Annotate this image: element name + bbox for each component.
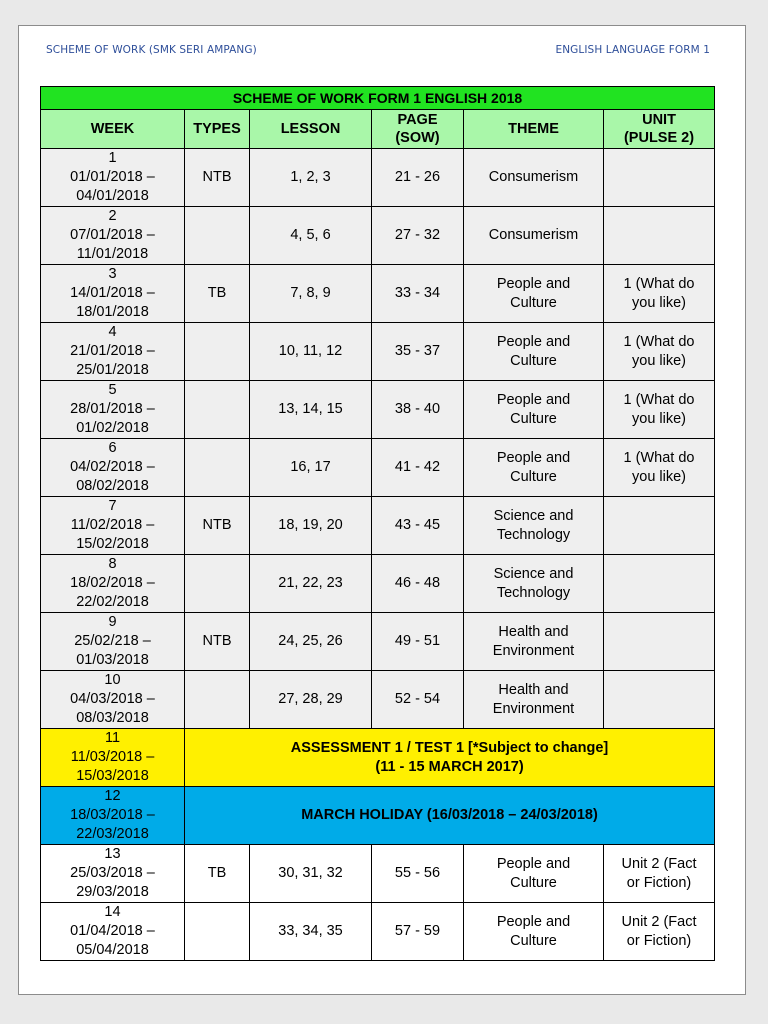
week-cell: [41, 207, 185, 265]
types-cell: TB: [185, 845, 250, 903]
lesson-cell: 27, 28, 29: [250, 671, 372, 729]
scheme-of-work-table: [40, 86, 715, 961]
theme-line2: Culture: [510, 874, 557, 891]
column-header-lesson: LESSON: [250, 110, 372, 149]
theme-cell: [464, 207, 604, 265]
lesson-cell: 24, 25, 26: [250, 613, 372, 671]
table-row: [41, 323, 715, 381]
week-cell: [41, 903, 185, 961]
week-number: 5: [108, 382, 117, 398]
theme-line2: Technology: [496, 526, 571, 543]
column-header-theme: THEME: [464, 110, 604, 149]
theme-line1: People and: [496, 913, 571, 930]
unit-line2: or Fiction): [626, 874, 692, 891]
week-number: 8: [108, 556, 117, 572]
page-cell: 57 - 59: [372, 903, 464, 961]
week-number: 1: [108, 150, 117, 166]
unit-cell: [604, 555, 715, 613]
week-date-from: 25/02/218 –: [74, 633, 151, 649]
lesson-cell: 30, 31, 32: [250, 845, 372, 903]
week-date-to: 05/04/2018: [76, 942, 149, 958]
page-cell: 43 - 45: [372, 497, 464, 555]
lesson-cell: 33, 34, 35: [250, 903, 372, 961]
table-row: [41, 671, 715, 729]
column-header-types: TYPES: [185, 110, 250, 149]
theme-cell: [464, 323, 604, 381]
types-cell: [185, 903, 250, 961]
assessment-text-line1: ASSESSMENT 1 / TEST 1 [*Subject to change]: [290, 739, 609, 756]
page-cell: 21 - 26: [372, 149, 464, 207]
page-cell: 35 - 37: [372, 323, 464, 381]
page-cell: 38 - 40: [372, 381, 464, 439]
week-cell: [41, 149, 185, 207]
theme-cell: [464, 439, 604, 497]
theme-cell: [464, 497, 604, 555]
week-number: 14: [104, 904, 121, 920]
unit-cell: [604, 439, 715, 497]
week-number: 10: [104, 672, 121, 688]
week-cell: [41, 787, 185, 845]
week-number: 7: [108, 498, 117, 514]
holiday-row: [41, 787, 715, 845]
lesson-cell: 18, 19, 20: [250, 497, 372, 555]
header-left: SCHEME OF WORK (SMK SERI AMPANG): [46, 44, 257, 56]
lesson-cell: 13, 14, 15: [250, 381, 372, 439]
week-date-to: 18/01/2018: [76, 304, 149, 320]
theme-line1: People and: [496, 333, 571, 350]
week-date-to: 22/02/2018: [76, 594, 149, 610]
assessment-cell: [185, 729, 715, 787]
table-row: [41, 613, 715, 671]
lesson-cell: 21, 22, 23: [250, 555, 372, 613]
week-date-from: 01/01/2018 –: [70, 169, 155, 185]
unit-line2: you like): [632, 468, 687, 485]
unit-line1: 1 (What do: [623, 275, 695, 292]
table-title-row: [41, 87, 715, 110]
week-date-to: 22/03/2018: [76, 826, 149, 842]
theme-cell: [464, 555, 604, 613]
week-number: 11: [104, 730, 121, 746]
types-cell: [185, 207, 250, 265]
unit-line1: 1 (What do: [623, 449, 695, 466]
week-date-from: 18/03/2018 –: [70, 807, 155, 823]
unit-line2: you like): [632, 352, 687, 369]
page-cell: 49 - 51: [372, 613, 464, 671]
theme-line1: Consumerism: [488, 169, 579, 185]
week-date-from: 11/02/2018 –: [70, 517, 155, 533]
week-cell: [41, 671, 185, 729]
week-number: 13: [104, 846, 121, 862]
types-cell: [185, 439, 250, 497]
week-number: 3: [108, 266, 117, 282]
theme-line2: Culture: [510, 410, 557, 427]
theme-line1: Consumerism: [488, 227, 579, 243]
types-cell: [185, 381, 250, 439]
page-cell: 52 - 54: [372, 671, 464, 729]
theme-line2: Culture: [510, 352, 557, 369]
theme-line2: Culture: [510, 294, 557, 311]
table-title: SCHEME OF WORK FORM 1 ENGLISH 2018: [41, 87, 715, 110]
week-date-from: 11/03/2018 –: [70, 749, 155, 765]
theme-line1: Science and: [493, 507, 574, 524]
theme-line2: Technology: [496, 584, 571, 601]
week-cell: [41, 613, 185, 671]
assessment-text-line2: (11 - 15 MARCH 2017): [375, 758, 524, 775]
week-date-from: 04/02/2018 –: [70, 459, 155, 475]
header-right: ENGLISH LANGUAGE FORM 1: [555, 44, 710, 56]
unit-line2: you like): [632, 410, 687, 427]
theme-line1: People and: [496, 391, 571, 408]
unit-line1: Unit 2 (Fact: [621, 913, 697, 930]
types-cell: [185, 555, 250, 613]
week-number: 2: [108, 208, 117, 224]
assessment-row: [41, 729, 715, 787]
page-cell: 46 - 48: [372, 555, 464, 613]
week-date-to: 15/03/2018: [76, 768, 149, 784]
week-cell: [41, 729, 185, 787]
unit-cell: [604, 613, 715, 671]
unit-cell: [604, 671, 715, 729]
week-cell: [41, 381, 185, 439]
lesson-cell: 7, 8, 9: [250, 265, 372, 323]
week-cell: [41, 497, 185, 555]
unit-cell: [604, 381, 715, 439]
week-date-to: 15/02/2018: [76, 536, 149, 552]
types-cell: [185, 323, 250, 381]
theme-line2: Culture: [510, 932, 557, 949]
column-header-unit-line2: (PULSE 2): [623, 130, 695, 146]
theme-cell: [464, 149, 604, 207]
column-header-unit: [604, 110, 715, 149]
week-date-to: 25/01/2018: [76, 362, 149, 378]
theme-cell: [464, 613, 604, 671]
lesson-cell: 1, 2, 3: [250, 149, 372, 207]
table-row: [41, 439, 715, 497]
types-cell: NTB: [185, 613, 250, 671]
document-page: [18, 25, 746, 995]
theme-line2: Environment: [492, 700, 575, 717]
theme-line1: People and: [496, 449, 571, 466]
table-row: [41, 903, 715, 961]
unit-line1: 1 (What do: [623, 391, 695, 408]
page-cell: 55 - 56: [372, 845, 464, 903]
week-date-from: 07/01/2018 –: [70, 227, 155, 243]
table-row: [41, 207, 715, 265]
table-row: [41, 149, 715, 207]
table-row: [41, 381, 715, 439]
week-number: 6: [108, 440, 117, 456]
types-cell: TB: [185, 265, 250, 323]
table-row: [41, 555, 715, 613]
lesson-cell: 10, 11, 12: [250, 323, 372, 381]
table-row: [41, 497, 715, 555]
unit-cell: [604, 903, 715, 961]
week-date-to: 08/02/2018: [76, 478, 149, 494]
column-header-page: [372, 110, 464, 149]
theme-cell: [464, 671, 604, 729]
table-header-row: [41, 110, 715, 149]
holiday-cell: MARCH HOLIDAY (16/03/2018 – 24/03/2018): [185, 787, 715, 845]
page-cell: 41 - 42: [372, 439, 464, 497]
page-cell: 33 - 34: [372, 265, 464, 323]
week-cell: [41, 323, 185, 381]
column-header-page-line2: (SOW): [395, 130, 440, 146]
lesson-cell: 4, 5, 6: [250, 207, 372, 265]
types-cell: NTB: [185, 149, 250, 207]
theme-line1: Health and: [498, 623, 569, 640]
page-cell: 27 - 32: [372, 207, 464, 265]
unit-line1: Unit 2 (Fact: [621, 855, 697, 872]
theme-line1: People and: [496, 275, 571, 292]
column-header-week: WEEK: [41, 110, 185, 149]
unit-cell: [604, 845, 715, 903]
theme-cell: [464, 903, 604, 961]
week-date-to: 08/03/2018: [76, 710, 149, 726]
theme-cell: [464, 845, 604, 903]
types-cell: [185, 671, 250, 729]
week-number: 4: [108, 324, 117, 340]
week-number: 12: [104, 788, 121, 804]
unit-cell: [604, 265, 715, 323]
theme-line1: Health and: [498, 681, 569, 698]
week-date-from: 21/01/2018 –: [70, 343, 155, 359]
column-header-unit-line1: UNIT: [642, 112, 676, 128]
week-date-from: 28/01/2018 –: [70, 401, 155, 417]
table-row: [41, 265, 715, 323]
column-header-page-line1: PAGE: [397, 112, 438, 128]
theme-line1: Science and: [493, 565, 574, 582]
unit-cell: [604, 323, 715, 381]
unit-cell: [604, 149, 715, 207]
week-date-from: 01/04/2018 –: [70, 923, 155, 939]
week-date-to: 11/01/2018: [76, 246, 149, 262]
lesson-cell: 16, 17: [250, 439, 372, 497]
theme-cell: [464, 265, 604, 323]
week-date-from: 14/01/2018 –: [70, 285, 155, 301]
theme-line2: Environment: [492, 642, 575, 659]
week-date-to: 01/03/2018: [76, 652, 149, 668]
week-date-from: 18/02/2018 –: [70, 575, 155, 591]
week-cell: [41, 555, 185, 613]
theme-cell: [464, 381, 604, 439]
theme-line2: Culture: [510, 468, 557, 485]
week-cell: [41, 439, 185, 497]
unit-cell: [604, 207, 715, 265]
unit-line2: or Fiction): [626, 932, 692, 949]
week-date-to: 01/02/2018: [76, 420, 149, 436]
week-number: 9: [108, 614, 117, 630]
week-date-to: 04/01/2018: [76, 188, 149, 204]
week-cell: [41, 265, 185, 323]
theme-line1: People and: [496, 855, 571, 872]
week-date-to: 29/03/2018: [76, 884, 149, 900]
unit-cell: [604, 497, 715, 555]
week-cell: [41, 845, 185, 903]
table-row: [41, 845, 715, 903]
unit-line1: 1 (What do: [623, 333, 695, 350]
types-cell: NTB: [185, 497, 250, 555]
week-date-from: 04/03/2018 –: [70, 691, 155, 707]
week-date-from: 25/03/2018 –: [70, 865, 155, 881]
unit-line2: you like): [632, 294, 687, 311]
